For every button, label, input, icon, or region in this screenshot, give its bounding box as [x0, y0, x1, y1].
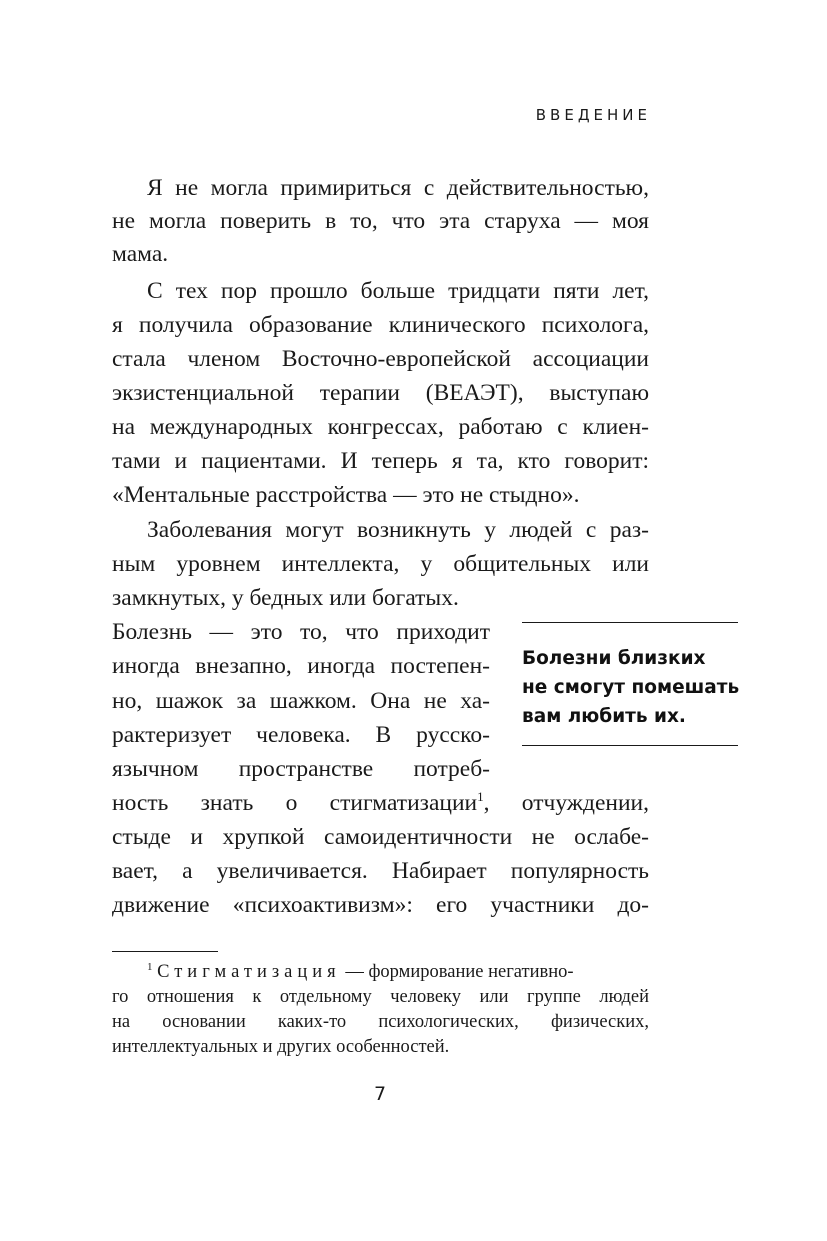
paragraph-line: рактеризует человека. В русско- [112, 722, 490, 748]
footnote-line: интеллектуальных и других особенностей. [112, 1037, 450, 1057]
paragraph-line: стала членом Восточно-европейской ассоциации [112, 346, 649, 372]
paragraph-line: «Ментальные расстройства — это не стыдно». [112, 482, 580, 508]
pull-quote-line: вам любить их. [522, 706, 686, 727]
paragraph-line: замкнутых, у бедных или богатых. [112, 585, 459, 611]
pull-quote-bottom-rule [522, 745, 738, 746]
pull-quote [522, 644, 738, 731]
paragraph-line: я получила образование клинического психолога, [112, 312, 649, 338]
paragraph-line: тами и пациентами. И теперь я та, кто говорит: [112, 448, 649, 474]
paragraph-line: Заболевания могут возникнуть у людей с раз- [147, 517, 649, 543]
pull-quote-line: не смогут помешать [522, 677, 740, 698]
paragraph-line: иногда внезапно, иногда постепен- [112, 653, 490, 679]
footnote-line: на основании каких-то психологических, физических, [112, 1012, 649, 1032]
footnote-term: Стигматизация [157, 962, 341, 982]
paragraph-line: не могла поверить в то, что эта старуха — моя [112, 208, 649, 234]
footnote-text: — формирование негативно- [340, 962, 574, 982]
paragraph-line: Болезнь — это то, что приходит [112, 619, 490, 645]
paragraph-line: но, шажок за шажком. Она не ха- [112, 688, 490, 714]
page-number: 7 [373, 1083, 387, 1105]
running-header: ВВЕДЕНИЕ [535, 106, 651, 124]
paragraph-line: стыде и хрупкой самоидентичности не ослабе- [112, 824, 649, 850]
pull-quote-top-rule [522, 622, 738, 623]
footnote-separator [112, 951, 218, 952]
paragraph-line: Я не могла примириться с действительностью, [147, 175, 649, 201]
paragraph-line: С тех пор прошло больше тридцати пяти лет, [147, 278, 649, 304]
footnote-marker: 1 [147, 961, 153, 973]
paragraph-line: язычном пространстве потреб- [112, 756, 490, 782]
paragraph-line: движение «психоактивизм»: его участники до- [112, 892, 649, 918]
paragraph-line: экзистенциальной терапии (ВЕАЭТ), выступаю [112, 380, 649, 406]
paragraph-line: вает, а увеличивается. Набирает популярность [112, 858, 649, 884]
line-text: отчуждении, [521, 790, 649, 816]
paragraph-line: мама. [112, 241, 169, 267]
paragraph-line-with-footnote: ность знать о стигматизации$^1$, отчуждении, [112, 789, 649, 816]
pull-quote-line: Болезни близких [522, 648, 706, 669]
line-text: ность знать о стигматизации [112, 790, 478, 816]
footnote-line: го отношения к отдельному человеку или группе людей [112, 987, 649, 1007]
paragraph-line: на международных конгрессах, работаю с клиен- [112, 414, 649, 440]
footnote-line [112, 960, 649, 985]
paragraph-line: ным уровнем интеллекта, у общительных или [112, 551, 649, 577]
footnote-reference[interactable]: 1 [477, 789, 484, 804]
